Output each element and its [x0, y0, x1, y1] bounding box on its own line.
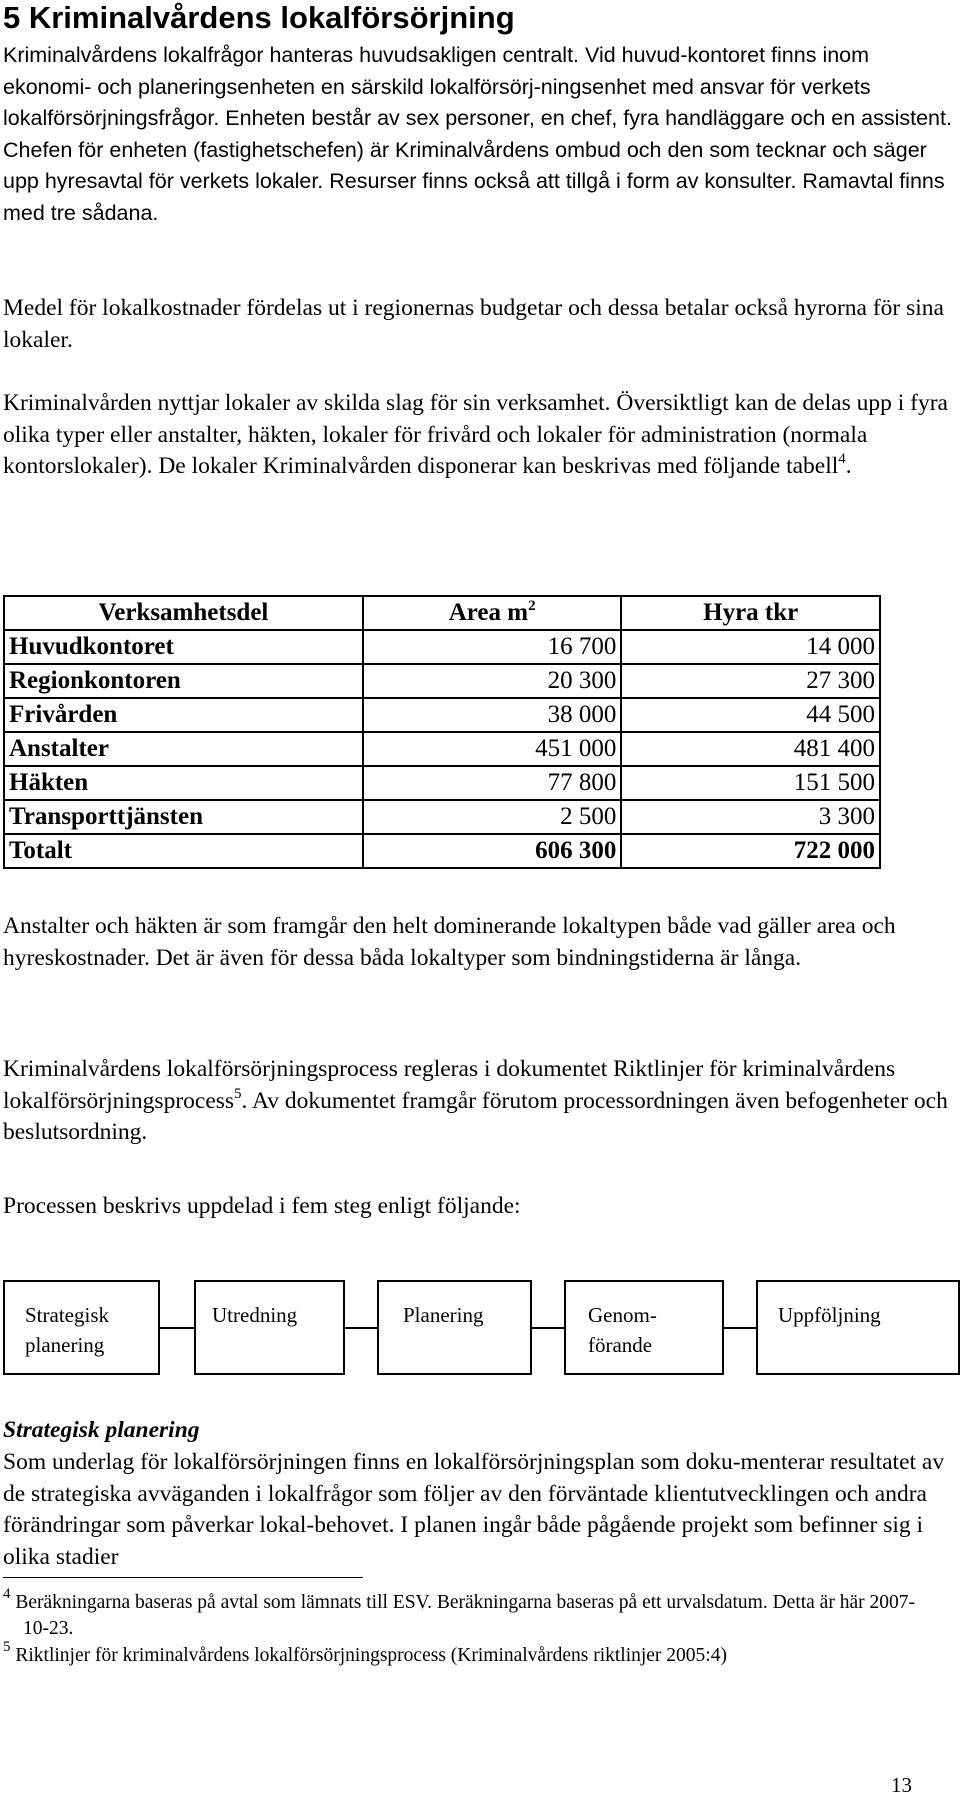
row-name: Huvudkontoret — [4, 630, 363, 664]
footnote-4-number: 4 — [3, 1586, 11, 1602]
flow-step-utredning: Utredning — [194, 1280, 345, 1375]
header-verksamhetsdel: Verksamhetsdel — [4, 596, 363, 630]
paragraph-guidelines-end: . Av dokumentet framgår förutom processordningen även befogenheter och beslutsordning. — [3, 1087, 948, 1145]
table-header-row — [4, 596, 880, 630]
table-total-row — [4, 834, 880, 868]
paragraph-premises-end: . — [845, 453, 852, 479]
paragraph-guidelines-text: Kriminalvårdens lokalförsörjningsprocess regleras i dokumentet Riktlinjer för kriminalvårdens lokalförsörjningsprocess — [3, 1056, 896, 1114]
table-row — [4, 664, 880, 698]
row-area: 77 800 — [363, 766, 622, 800]
row-rent: 3 300 — [621, 800, 880, 834]
header-area-label: Area m — [448, 599, 529, 626]
footnote-ref-5: 5 — [234, 1085, 242, 1102]
paragraph-funding: Medel för lokalkostnader fördelas ut i regionernas budgetar och dessa betalar också hyrorna för sina lokaler. — [3, 295, 944, 353]
total-rent: 722 000 — [621, 834, 880, 868]
row-rent: 27 300 — [621, 664, 880, 698]
footnote-4 — [3, 1586, 923, 1642]
paragraph-process-intro: Processen beskrivs uppdelad i fem steg enligt följande: — [3, 1193, 521, 1219]
footnote-4-text: Beräkningarna baseras på avtal som lämnats till ESV. Beräkningarna baseras på ett urvalsdatum. Detta är här 2007-10-23. — [15, 1592, 915, 1639]
flow-step-genomforande: Genom-förande — [564, 1280, 724, 1375]
flow-step-planering: Planering — [377, 1280, 532, 1375]
row-rent: 44 500 — [621, 698, 880, 732]
row-area: 20 300 — [363, 664, 622, 698]
row-rent: 481 400 — [621, 732, 880, 766]
row-name: Anstalter — [4, 732, 363, 766]
paragraph-dominant-types: Anstalter och häkten är som framgår den helt dominerande lokaltypen både vad gäller area och hyreskostnader. Det är även för dessa båda lokaltyper som bindningstiderna är långa. — [3, 913, 896, 971]
flow-connector — [345, 1327, 377, 1329]
table-row — [4, 800, 880, 834]
row-area: 451 000 — [363, 732, 622, 766]
table-row — [4, 630, 880, 664]
flow-step-uppfoljning: Uppföljning — [756, 1280, 960, 1375]
row-rent: 151 500 — [621, 766, 880, 800]
section-heading: 5 Kriminalvårdens lokalförsörjning — [3, 0, 515, 35]
paragraph-strategic-planning: Som underlag för lokalförsörjningen finns en lokalförsörjningsplan som doku-menterar resultatet av de strategiska avväganden i lokalfrågor som följer av den förväntade klientutvecklingen och andra förändringar som påverkar lokal-behovet. I planen ingår både pågående projekt som befinner sig i olika stadier — [3, 1449, 945, 1570]
header-hyra: Hyra tkr — [621, 596, 880, 630]
premises-table — [3, 595, 881, 869]
header-area-superscript: 2 — [528, 598, 536, 614]
table-row — [4, 698, 880, 732]
footnote-ref-4: 4 — [838, 451, 846, 467]
table-row — [4, 766, 880, 800]
row-area: 2 500 — [363, 800, 622, 834]
row-name: Frivården — [4, 698, 363, 732]
paragraph-guidelines — [3, 1054, 953, 1149]
footnote-5 — [3, 1639, 953, 1669]
row-name: Häkten — [4, 766, 363, 800]
subheading-strategisk-planering: Strategisk planering — [3, 1417, 200, 1443]
footnote-5-number: 5 — [3, 1639, 11, 1655]
paragraph-premises-text: Kriminalvården nyttjar lokaler av skilda slag för sin verksamhet. Översiktligt kan de delas upp i fyra olika typer eller anstalter, häkten, lokaler för frivård och lokaler för administration (normala kontorslokaler). De lokaler Kriminalvården disponerar kan beskrivas med följande tabell — [3, 390, 948, 479]
flow-connector — [724, 1327, 756, 1329]
row-rent: 14 000 — [621, 630, 880, 664]
table-row — [4, 732, 880, 766]
paragraph-premises-types — [3, 388, 953, 483]
row-area: 38 000 — [363, 698, 622, 732]
flow-step-strategisk-planering: Strategisk planering — [3, 1280, 160, 1375]
row-area: 16 700 — [363, 630, 622, 664]
row-name: Transporttjänsten — [4, 800, 363, 834]
process-flow-diagram — [3, 1280, 960, 1375]
footnote-5-text: Riktlinjer för kriminalvårdens lokalförsörjningsprocess (Kriminalvårdens riktlinjer 2005:4) — [15, 1645, 727, 1666]
total-area: 606 300 — [363, 834, 622, 868]
flow-connector — [532, 1327, 564, 1329]
row-name: Regionkontoren — [4, 664, 363, 698]
page-number: 13 — [891, 1773, 912, 1797]
header-area — [363, 596, 622, 630]
flow-connector — [160, 1327, 194, 1329]
total-name: Totalt — [4, 834, 363, 868]
footnote-separator — [3, 1577, 363, 1578]
paragraph-organisation: Kriminalvårdens lokalfrågor hanteras huvudsakligen centralt. Vid huvud-kontoret finns inom ekonomi- och planeringsenheten en särskild lokalförsörj-ningsenhet med ansvar för verkets lokalförsörjningsfrågor. Enheten består av sex personer, en chef, fyra handläggare och en assistent. Chefen för enheten (fastighetschefen) är Kriminalvårdens ombud och den som tecknar och säger upp hyresavtal för verkets lokaler. Resurser finns också att tillgå i form av konsulter. Ramavtal finns med tre sådana. — [3, 43, 952, 225]
